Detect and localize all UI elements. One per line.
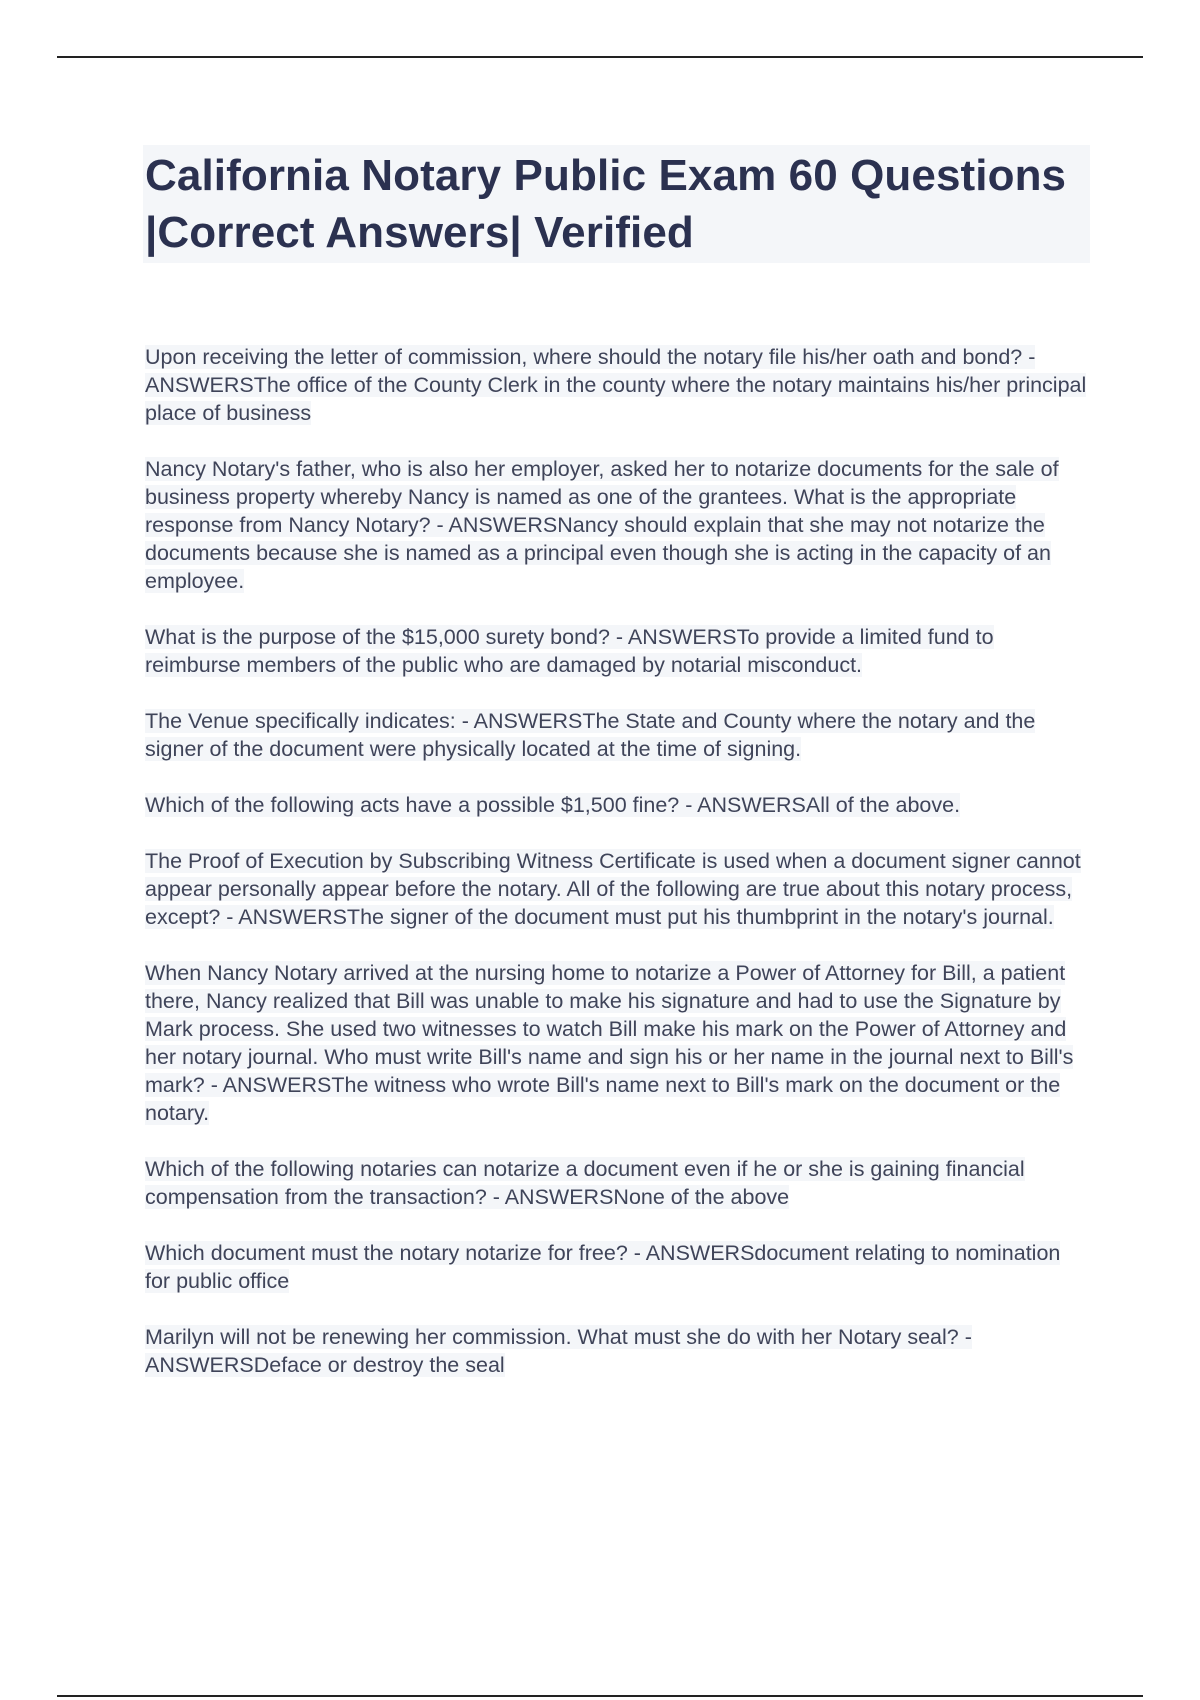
qa-item-5 (145, 791, 1090, 819)
top-rule (57, 56, 1143, 58)
qa-item-8 (145, 1155, 1090, 1211)
qa-text: The Venue specifically indicates: - ANSWERSThe State and County where the notary and the signer of the document were physically located at the time of signing. (145, 709, 1036, 761)
qa-item-3 (145, 623, 1090, 679)
qa-text: The Proof of Execution by Subscribing Witness Certificate is used when a document signer cannot appear personally appear before the notary. All of the following are true about this notary process, except? - ANSWERSThe signer of the document must put his thumbprint in the notary's journal. (145, 849, 1081, 929)
qa-item-1 (145, 343, 1090, 427)
qa-text: When Nancy Notary arrived at the nursing home to notarize a Power of Attorney for Bill, a patient there, Nancy realized that Bill was unable to make his signature and had to use the Signature by Mark process. She used two witnesses to watch Bill make his mark on the Power of Attorney and her notary journal. Who must write Bill's name and sign his or her name in the journal next to Bill's mark? - ANSWERSThe witness who wrote Bill's name next to Bill's mark on the document or the notary. (145, 961, 1074, 1125)
qa-item-7 (145, 959, 1090, 1127)
document-body (145, 145, 1090, 1407)
qa-item-9 (145, 1239, 1090, 1295)
document-title: California Notary Public Exam 60 Questions |Correct Answers| Verified (145, 151, 1067, 257)
qa-text: Upon receiving the letter of commission, where should the notary file his/her oath and bond? - ANSWERSThe office of the County Clerk in the county where the notary maintains his/her principal place of business (145, 345, 1087, 425)
qa-item-10 (145, 1323, 1090, 1379)
qa-list (145, 343, 1090, 1379)
qa-text: Nancy Notary's father, who is also her employer, asked her to notarize documents for the sale of business property whereby Nancy is named as one of the grantees. What is the appropriate response from Nancy Notary? - ANSWERSNancy should explain that she may not notarize the documents because she is named as a principal even though she is acting in the capacity of an employee. (145, 457, 1059, 593)
qa-text: Which of the following acts have a possible $1,500 fine? - ANSWERSAll of the above. (145, 793, 961, 817)
qa-item-4 (145, 707, 1090, 763)
qa-text: What is the purpose of the $15,000 surety bond? - ANSWERSTo provide a limited fund to reimburse members of the public who are damaged by notarial misconduct. (145, 625, 994, 677)
qa-text: Marilyn will not be renewing her commission. What must she do with her Notary seal? - ANSWERSDeface or destroy the seal (145, 1325, 972, 1377)
bottom-rule (57, 1695, 1143, 1697)
qa-item-2 (145, 455, 1090, 595)
title-block (143, 145, 1090, 263)
qa-item-6 (145, 847, 1090, 931)
qa-text: Which of the following notaries can notarize a document even if he or she is gaining financial compensation from the transaction? - ANSWERSNone of the above (145, 1157, 1025, 1209)
qa-text: Which document must the notary notarize for free? - ANSWERSdocument relating to nomination for public office (145, 1241, 1061, 1293)
